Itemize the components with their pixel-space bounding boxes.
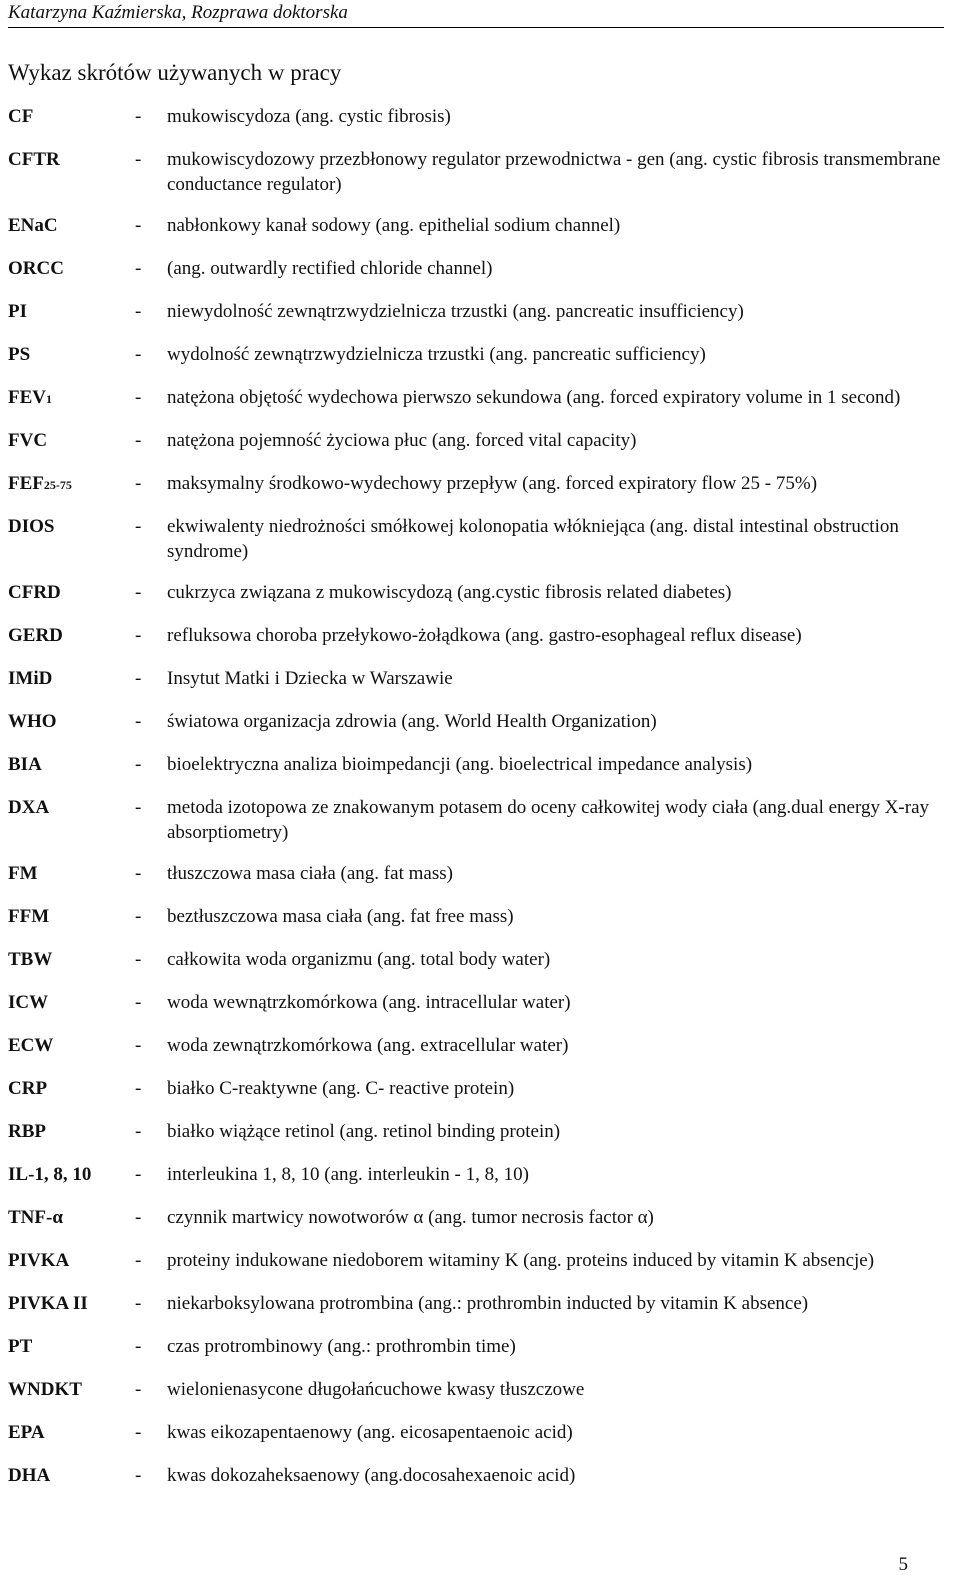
separator-dash: - [135, 1250, 142, 1271]
abbreviation-description: refluksowa choroba przełykowo-żołądkowa (ang. gastro-esophageal reflux disease) [167, 625, 802, 646]
abbreviation-term-text: PI [8, 301, 27, 322]
abbreviation-term [0, 623, 135, 650]
abbreviation-row [0, 666, 960, 693]
abbreviation-term-text: FVC [8, 430, 48, 451]
abbreviation-row [0, 990, 960, 1017]
abbreviation-term-text: FEV [8, 387, 46, 408]
abbreviation-row [0, 342, 960, 369]
abbreviation-term [0, 342, 135, 369]
abbreviation-row [0, 256, 960, 283]
abbreviation-term-text: CFTR [8, 149, 60, 170]
abbreviation-description: woda zewnątrzkomórkowa (ang. extracellular water) [167, 1035, 569, 1056]
abbreviation-term [0, 299, 135, 326]
abbreviation-term-text: TBW [8, 949, 53, 970]
abbreviation-term [0, 1119, 135, 1146]
abbreviation-description: metoda izotopowa ze znakowanym potasem do oceny całkowitej wody ciała (ang.dual energy X-ray absorptiometry) [167, 797, 930, 843]
abbreviation-description: kwas dokozaheksaenowy (ang.docosahexaenoic acid) [167, 1465, 576, 1486]
separator-dash: - [135, 258, 142, 279]
separator-dash: - [135, 1207, 142, 1228]
abbreviation-term-text: ECW [8, 1035, 54, 1056]
abbreviation-term [0, 147, 135, 197]
abbreviation-row [0, 752, 960, 779]
page-title: Wykaz skrótów używanych w pracy [8, 60, 342, 85]
abbreviation-term [0, 1377, 135, 1404]
separator-dash: - [135, 668, 142, 689]
abbreviation-row [0, 709, 960, 736]
separator-dash: - [135, 344, 142, 365]
abbreviation-row [0, 623, 960, 650]
abbreviation-row [0, 904, 960, 931]
separator-dash: - [135, 1465, 142, 1486]
separator-dash: - [135, 906, 142, 927]
abbreviation-term [0, 1291, 135, 1318]
separator-dash: - [135, 1422, 142, 1443]
abbreviation-term [0, 795, 135, 845]
abbreviation-description: (ang. outwardly rectified chloride channel) [167, 258, 493, 279]
abbreviation-row [0, 104, 960, 131]
abbreviation-description: mukowiscydoza (ang. cystic fibrosis) [167, 106, 451, 127]
abbreviation-row [0, 947, 960, 974]
abbreviation-row [0, 1119, 960, 1146]
abbreviation-description: wydolność zewnątrzwydzielnicza trzustki (ang. pancreatic sufficiency) [167, 344, 706, 365]
abbreviation-term [0, 213, 135, 240]
abbreviation-term [0, 861, 135, 888]
abbreviation-row [0, 795, 960, 845]
abbreviation-list [0, 104, 960, 1506]
abbreviation-term-text: PIVKA [8, 1250, 70, 1271]
abbreviation-row [0, 1162, 960, 1189]
abbreviation-row [0, 1377, 960, 1404]
abbreviation-term [0, 709, 135, 736]
abbreviation-term-text: DHA [8, 1465, 51, 1486]
abbreviation-description: cukrzyca związana z mukowiscydozą (ang.cystic fibrosis related diabetes) [167, 582, 732, 603]
abbreviation-term-text: DIOS [8, 516, 55, 537]
abbreviation-description: ekwiwalenty niedrożności smółkowej kolonopatia włókniejąca (ang. distal intestinal obstruction syndrome) [167, 516, 899, 562]
abbreviation-term [0, 471, 135, 498]
separator-dash: - [135, 1164, 142, 1185]
abbreviation-description: tłuszczowa masa ciała (ang. fat mass) [167, 863, 453, 884]
abbreviation-term-text: PS [8, 344, 31, 365]
abbreviation-description: beztłuszczowa masa ciała (ang. fat free mass) [167, 906, 514, 927]
abbreviation-term [0, 385, 135, 412]
separator-dash: - [135, 1121, 142, 1142]
abbreviation-term-text: TNF-α [8, 1207, 63, 1228]
abbreviation-term-text: BIA [8, 754, 42, 775]
abbreviation-term [0, 1248, 135, 1275]
abbreviation-description: białko wiążące retinol (ang. retinol binding protein) [167, 1121, 561, 1142]
abbreviation-term [0, 947, 135, 974]
abbreviation-row [0, 213, 960, 240]
abbreviation-row [0, 147, 960, 197]
abbreviation-term-text: IMiD [8, 668, 53, 689]
abbreviation-term-text: WNDKT [8, 1379, 82, 1400]
abbreviation-row [0, 299, 960, 326]
separator-dash: - [135, 797, 142, 818]
abbreviation-term-text: FFM [8, 906, 50, 927]
separator-dash: - [135, 625, 142, 646]
separator-dash: - [135, 516, 142, 537]
abbreviation-row [0, 1463, 960, 1490]
abbreviation-row [0, 1205, 960, 1232]
separator-dash: - [135, 711, 142, 732]
separator-dash: - [135, 754, 142, 775]
abbreviation-term [0, 514, 135, 564]
abbreviation-description: maksymalny środkowo-wydechowy przepływ (ang. forced expiratory flow 25 - 75%) [167, 473, 818, 494]
abbreviation-description: mukowiscydozowy przezbłonowy regulator przewodnictwa - gen (ang. cystic fibrosis transmembrane conductance regulator) [167, 149, 941, 195]
abbreviation-term-text: DXA [8, 797, 50, 818]
header-text: Katarzyna Kaźmierska, Rozprawa doktorska [8, 2, 348, 23]
separator-dash: - [135, 992, 142, 1013]
separator-dash: - [135, 582, 142, 603]
abbreviation-description: woda wewnątrzkomórkowa (ang. intracellular water) [167, 992, 571, 1013]
abbreviation-description: natężona pojemność życiowa płuc (ang. forced vital capacity) [167, 430, 637, 451]
separator-dash: - [135, 1293, 142, 1314]
abbreviation-row [0, 1334, 960, 1361]
abbreviation-term [0, 1463, 135, 1490]
abbreviation-term [0, 428, 135, 455]
abbreviation-row [0, 385, 960, 412]
abbreviation-description: całkowita woda organizmu (ang. total body water) [167, 949, 551, 970]
abbreviation-term-text: RBP [8, 1121, 46, 1142]
abbreviation-description: białko C-reaktywne (ang. C- reactive protein) [167, 1078, 515, 1099]
abbreviation-term-text: PIVKA II [8, 1293, 88, 1314]
abbreviation-term [0, 1334, 135, 1361]
abbreviation-term [0, 990, 135, 1017]
abbreviation-subscript: 25-75 [43, 478, 72, 492]
abbreviation-term-text: ICW [8, 992, 49, 1013]
abbreviation-term-text: EPA [8, 1422, 45, 1443]
abbreviation-term-text: PT [8, 1336, 33, 1357]
separator-dash: - [135, 1035, 142, 1056]
abbreviation-term [0, 104, 135, 131]
abbreviation-row [0, 1420, 960, 1447]
page-number: 5 [898, 1554, 908, 1575]
abbreviation-description: światowa organizacja zdrowia (ang. World Health Organization) [167, 711, 657, 732]
separator-dash: - [135, 149, 142, 170]
separator-dash: - [135, 473, 142, 494]
separator-dash: - [135, 430, 142, 451]
abbreviation-term-text: FM [8, 863, 38, 884]
abbreviation-row [0, 861, 960, 888]
separator-dash: - [135, 1336, 142, 1357]
abbreviation-row [0, 471, 960, 498]
abbreviation-description: bioelektryczna analiza bioimpedancji (ang. bioelectrical impedance analysis) [167, 754, 753, 775]
abbreviation-description: kwas eikozapentaenowy (ang. eicosapentaenoic acid) [167, 1422, 573, 1443]
abbreviation-term [0, 1162, 135, 1189]
abbreviation-term-text: FEF [8, 473, 44, 494]
abbreviation-description: wielonienasycone długołańcuchowe kwasy tłuszczowe [167, 1379, 585, 1400]
abbreviation-term [0, 1420, 135, 1447]
abbreviation-description: niewydolność zewnątrzwydzielnicza trzustki (ang. pancreatic insufficiency) [167, 301, 744, 322]
abbreviation-term [0, 904, 135, 931]
abbreviation-term [0, 256, 135, 283]
abbreviation-description: proteiny indukowane niedoborem witaminy K (ang. proteins induced by vitamin K absencje) [167, 1250, 875, 1271]
abbreviation-term [0, 1205, 135, 1232]
abbreviation-term [0, 666, 135, 693]
separator-dash: - [135, 949, 142, 970]
abbreviation-term [0, 752, 135, 779]
abbreviation-term [0, 1033, 135, 1060]
separator-dash: - [135, 1379, 142, 1400]
running-header [8, 2, 944, 28]
abbreviation-term-text: CFRD [8, 582, 61, 603]
abbreviation-term-text: ORCC [8, 258, 64, 279]
abbreviation-subscript: 1 [46, 392, 52, 406]
abbreviation-description: nabłonkowy kanał sodowy (ang. epithelial sodium channel) [167, 215, 621, 236]
abbreviation-term [0, 580, 135, 607]
abbreviation-row [0, 1033, 960, 1060]
abbreviation-row [0, 1076, 960, 1103]
abbreviation-row [0, 1248, 960, 1275]
abbreviation-row [0, 1291, 960, 1318]
abbreviation-description: niekarboksylowana protrombina (ang.: prothrombin inducted by vitamin K absence) [167, 1293, 809, 1314]
abbreviation-description: czynnik martwicy nowotworów α (ang. tumor necrosis factor α) [167, 1207, 654, 1228]
abbreviation-description: Insytut Matki i Dziecka w Warszawie [167, 668, 453, 689]
abbreviation-description: interleukina 1, 8, 10 (ang. interleukin - 1, 8, 10) [167, 1164, 529, 1185]
abbreviation-description: natężona objętość wydechowa pierwszo sekundowa (ang. forced expiratory volume in 1 second) [167, 387, 901, 408]
abbreviation-term-text: GERD [8, 625, 63, 646]
separator-dash: - [135, 106, 142, 127]
abbreviation-term [0, 1076, 135, 1103]
abbreviation-description: czas protrombinowy (ang.: prothrombin time) [167, 1336, 516, 1357]
separator-dash: - [135, 387, 142, 408]
separator-dash: - [135, 301, 142, 322]
abbreviation-term-text: CRP [8, 1078, 48, 1099]
abbreviation-term-text: WHO [8, 711, 57, 732]
abbreviation-row [0, 514, 960, 564]
abbreviation-row [0, 580, 960, 607]
separator-dash: - [135, 1078, 142, 1099]
abbreviation-row [0, 428, 960, 455]
abbreviation-term-text: IL-1, 8, 10 [8, 1164, 92, 1185]
abbreviation-term-text: ENaC [8, 215, 58, 236]
abbreviation-term-text: CF [8, 106, 34, 127]
separator-dash: - [135, 863, 142, 884]
separator-dash: - [135, 215, 142, 236]
